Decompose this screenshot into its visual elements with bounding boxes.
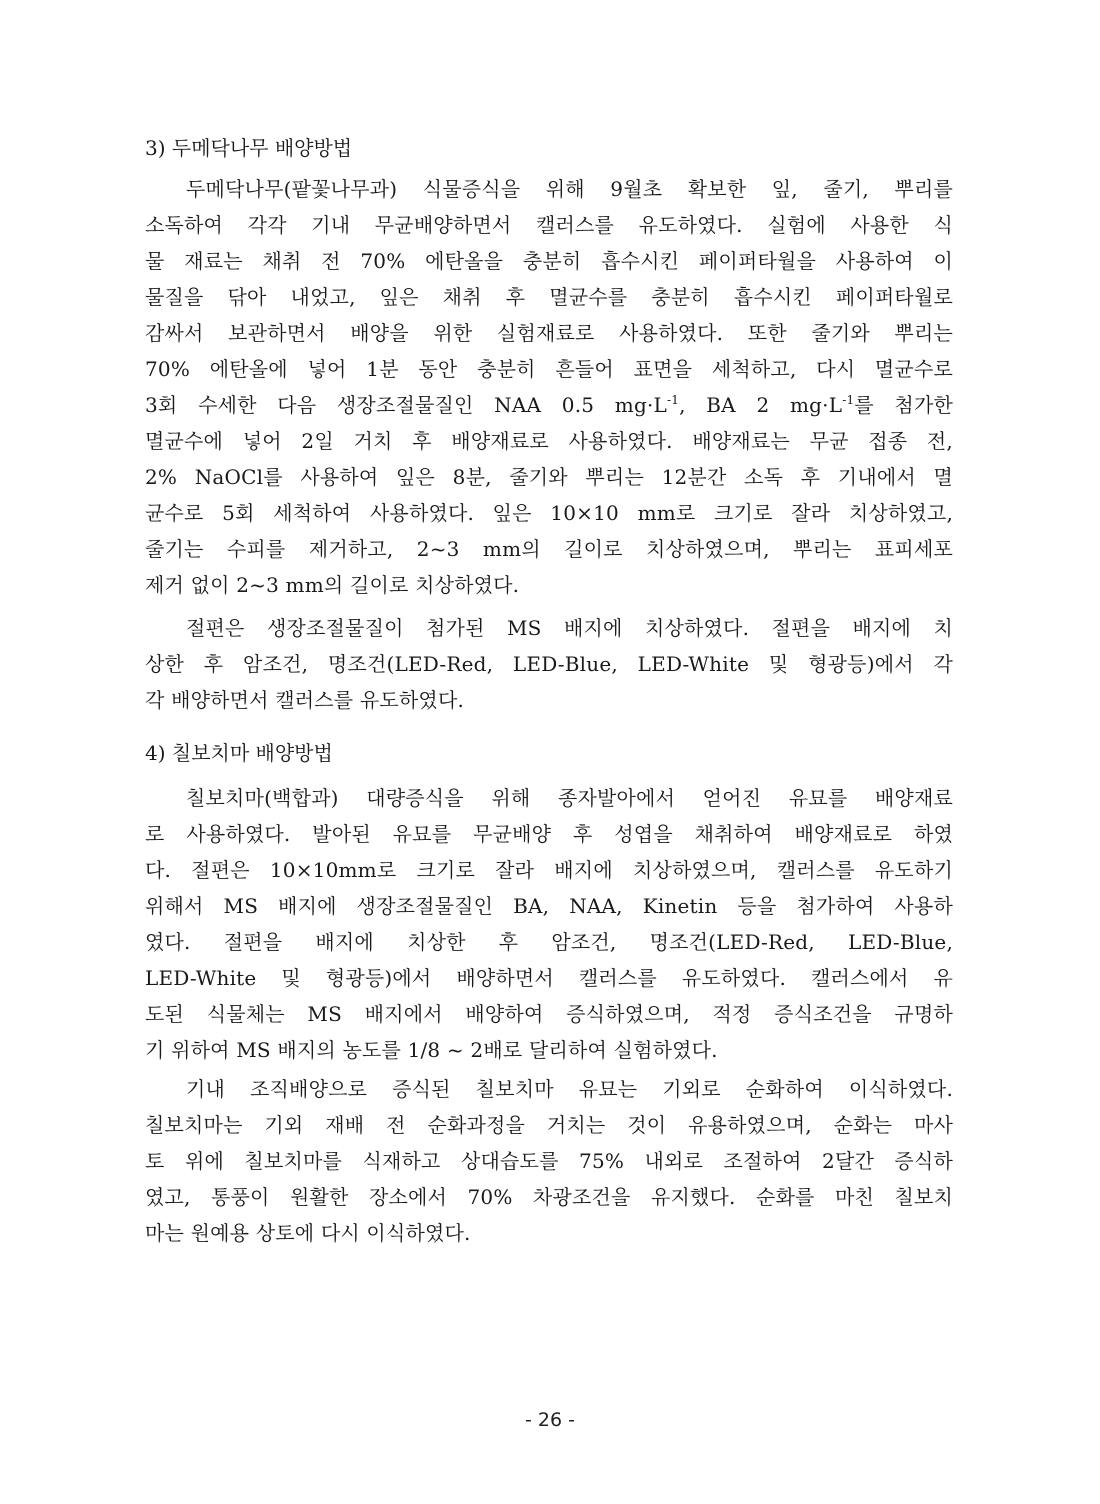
paragraph-line: 물 재료는 채취 전 70% 에탄올을 충분히 흡수시킨 페이퍼타월을 사용하여 이 [145, 249, 953, 273]
page-number: - 26 - [525, 1409, 575, 1431]
paragraph-line [145, 392, 953, 418]
line-text: 를 첨가한 [854, 393, 953, 417]
paragraph-line: 멸균수에 넣어 2일 거치 후 배양재료로 사용하였다. 배양재료는 무균 접종 전, [145, 429, 953, 453]
section-heading: 3) 두메닥나무 배양방법 [145, 136, 353, 160]
paragraph-line: 토 위에 칠보치마를 식재하고 상대습도를 75% 내외로 조절하여 2달간 증식하 [145, 1149, 953, 1173]
paragraph-line: 마는 원예용 상토에 다시 이식하였다. [145, 1221, 471, 1245]
paragraph-line: 로 사용하였다. 발아된 유묘를 무균배양 후 성엽을 채취하여 배양재료로 하였 [145, 822, 953, 846]
paragraph-line: 70% 에탄올에 넣어 1분 동안 충분히 흔들어 표면을 세척하고, 다시 멸균수로 [145, 357, 953, 381]
paragraph-line: 였고, 통풍이 원활한 장소에서 70% 차광조건을 유지했다. 순화를 마친 칠보치 [145, 1185, 953, 1209]
paragraph-line: 제거 없이 2~3 mm의 길이로 치상하였다. [145, 573, 520, 597]
superscript: -1 [667, 393, 680, 407]
paragraph-line: 칠보치마(백합과) 대량증식을 위해 종자발아에서 얻어진 유묘를 배양재료 [186, 786, 953, 810]
paragraph-line: 줄기는 수피를 제거하고, 2~3 mm의 길이로 치상하였으며, 뿌리는 표피세포 [145, 537, 953, 561]
paragraph-line: 상한 후 암조건, 명조건(LED-Red, LED-Blue, LED-White 및 형광등)에서 각 [145, 652, 953, 676]
paragraph-line: 물질을 닦아 내었고, 잎은 채취 후 멸균수를 충분히 흡수시킨 페이퍼타월로 [145, 285, 953, 309]
paragraph-line: 2% NaOCl를 사용하여 잎은 8분, 줄기와 뿌리는 12분간 소독 후 기내에서 멸 [145, 465, 953, 489]
paragraph-line: 각 배양하면서 캘러스를 유도하였다. [145, 688, 465, 712]
paragraph-line: 칠보치마는 기외 재배 전 순화과정을 거치는 것이 유용하였으며, 순화는 마사 [145, 1113, 953, 1137]
paragraph-line: 균수로 5회 세척하여 사용하였다. 잎은 10×10 mm로 크기로 잘라 치상하였고, [145, 501, 953, 525]
paragraph-line: 절편은 생장조절물질이 첨가된 MS 배지에 치상하였다. 절편을 배지에 치 [186, 616, 953, 640]
paragraph-line: 기내 조직배양으로 증식된 칠보치마 유묘는 기외로 순화하여 이식하였다. [186, 1077, 953, 1101]
paragraph-line: 도된 식물체는 MS 배지에서 배양하여 증식하였으며, 적정 증식조건을 규명하 [145, 1002, 953, 1026]
paragraph-line: 기 위하여 MS 배지의 농도를 1/8 ~ 2배로 달리하여 실험하였다. [145, 1038, 718, 1062]
paragraph-line: 소독하여 각각 기내 무균배양하면서 캘러스를 유도하였다. 실험에 사용한 식 [145, 213, 953, 237]
line-text: , BA 2 mg·L [679, 393, 843, 417]
paragraph-line: 위해서 MS 배지에 생장조절물질인 BA, NAA, Kinetin 등을 첨가하여 사용하 [145, 894, 953, 918]
paragraph-line: 감싸서 보관하면서 배양을 위한 실험재료로 사용하였다. 또한 줄기와 뿌리는 [145, 321, 953, 345]
paragraph-line: LED-White 및 형광등)에서 배양하면서 캘러스를 유도하였다. 캘러스에서 유 [145, 966, 953, 990]
paragraph-line: 다. 절편은 10×10mm로 크기로 잘라 배지에 치상하였으며, 캘러스를 유도하기 [145, 858, 953, 882]
paragraph-line: 두메닥나무(팥꽃나무과) 식물증식을 위해 9월초 확보한 잎, 줄기, 뿌리를 [186, 177, 953, 201]
section-heading: 4) 칠보치마 배양방법 [145, 741, 333, 765]
line-text: 3회 수세한 다음 생장조절물질인 NAA 0.5 mg·L [145, 393, 668, 417]
paragraph-line: 였다. 절편을 배지에 치상한 후 암조건, 명조건(LED-Red, LED-Blue, [145, 930, 953, 954]
superscript: -1 [842, 393, 855, 407]
